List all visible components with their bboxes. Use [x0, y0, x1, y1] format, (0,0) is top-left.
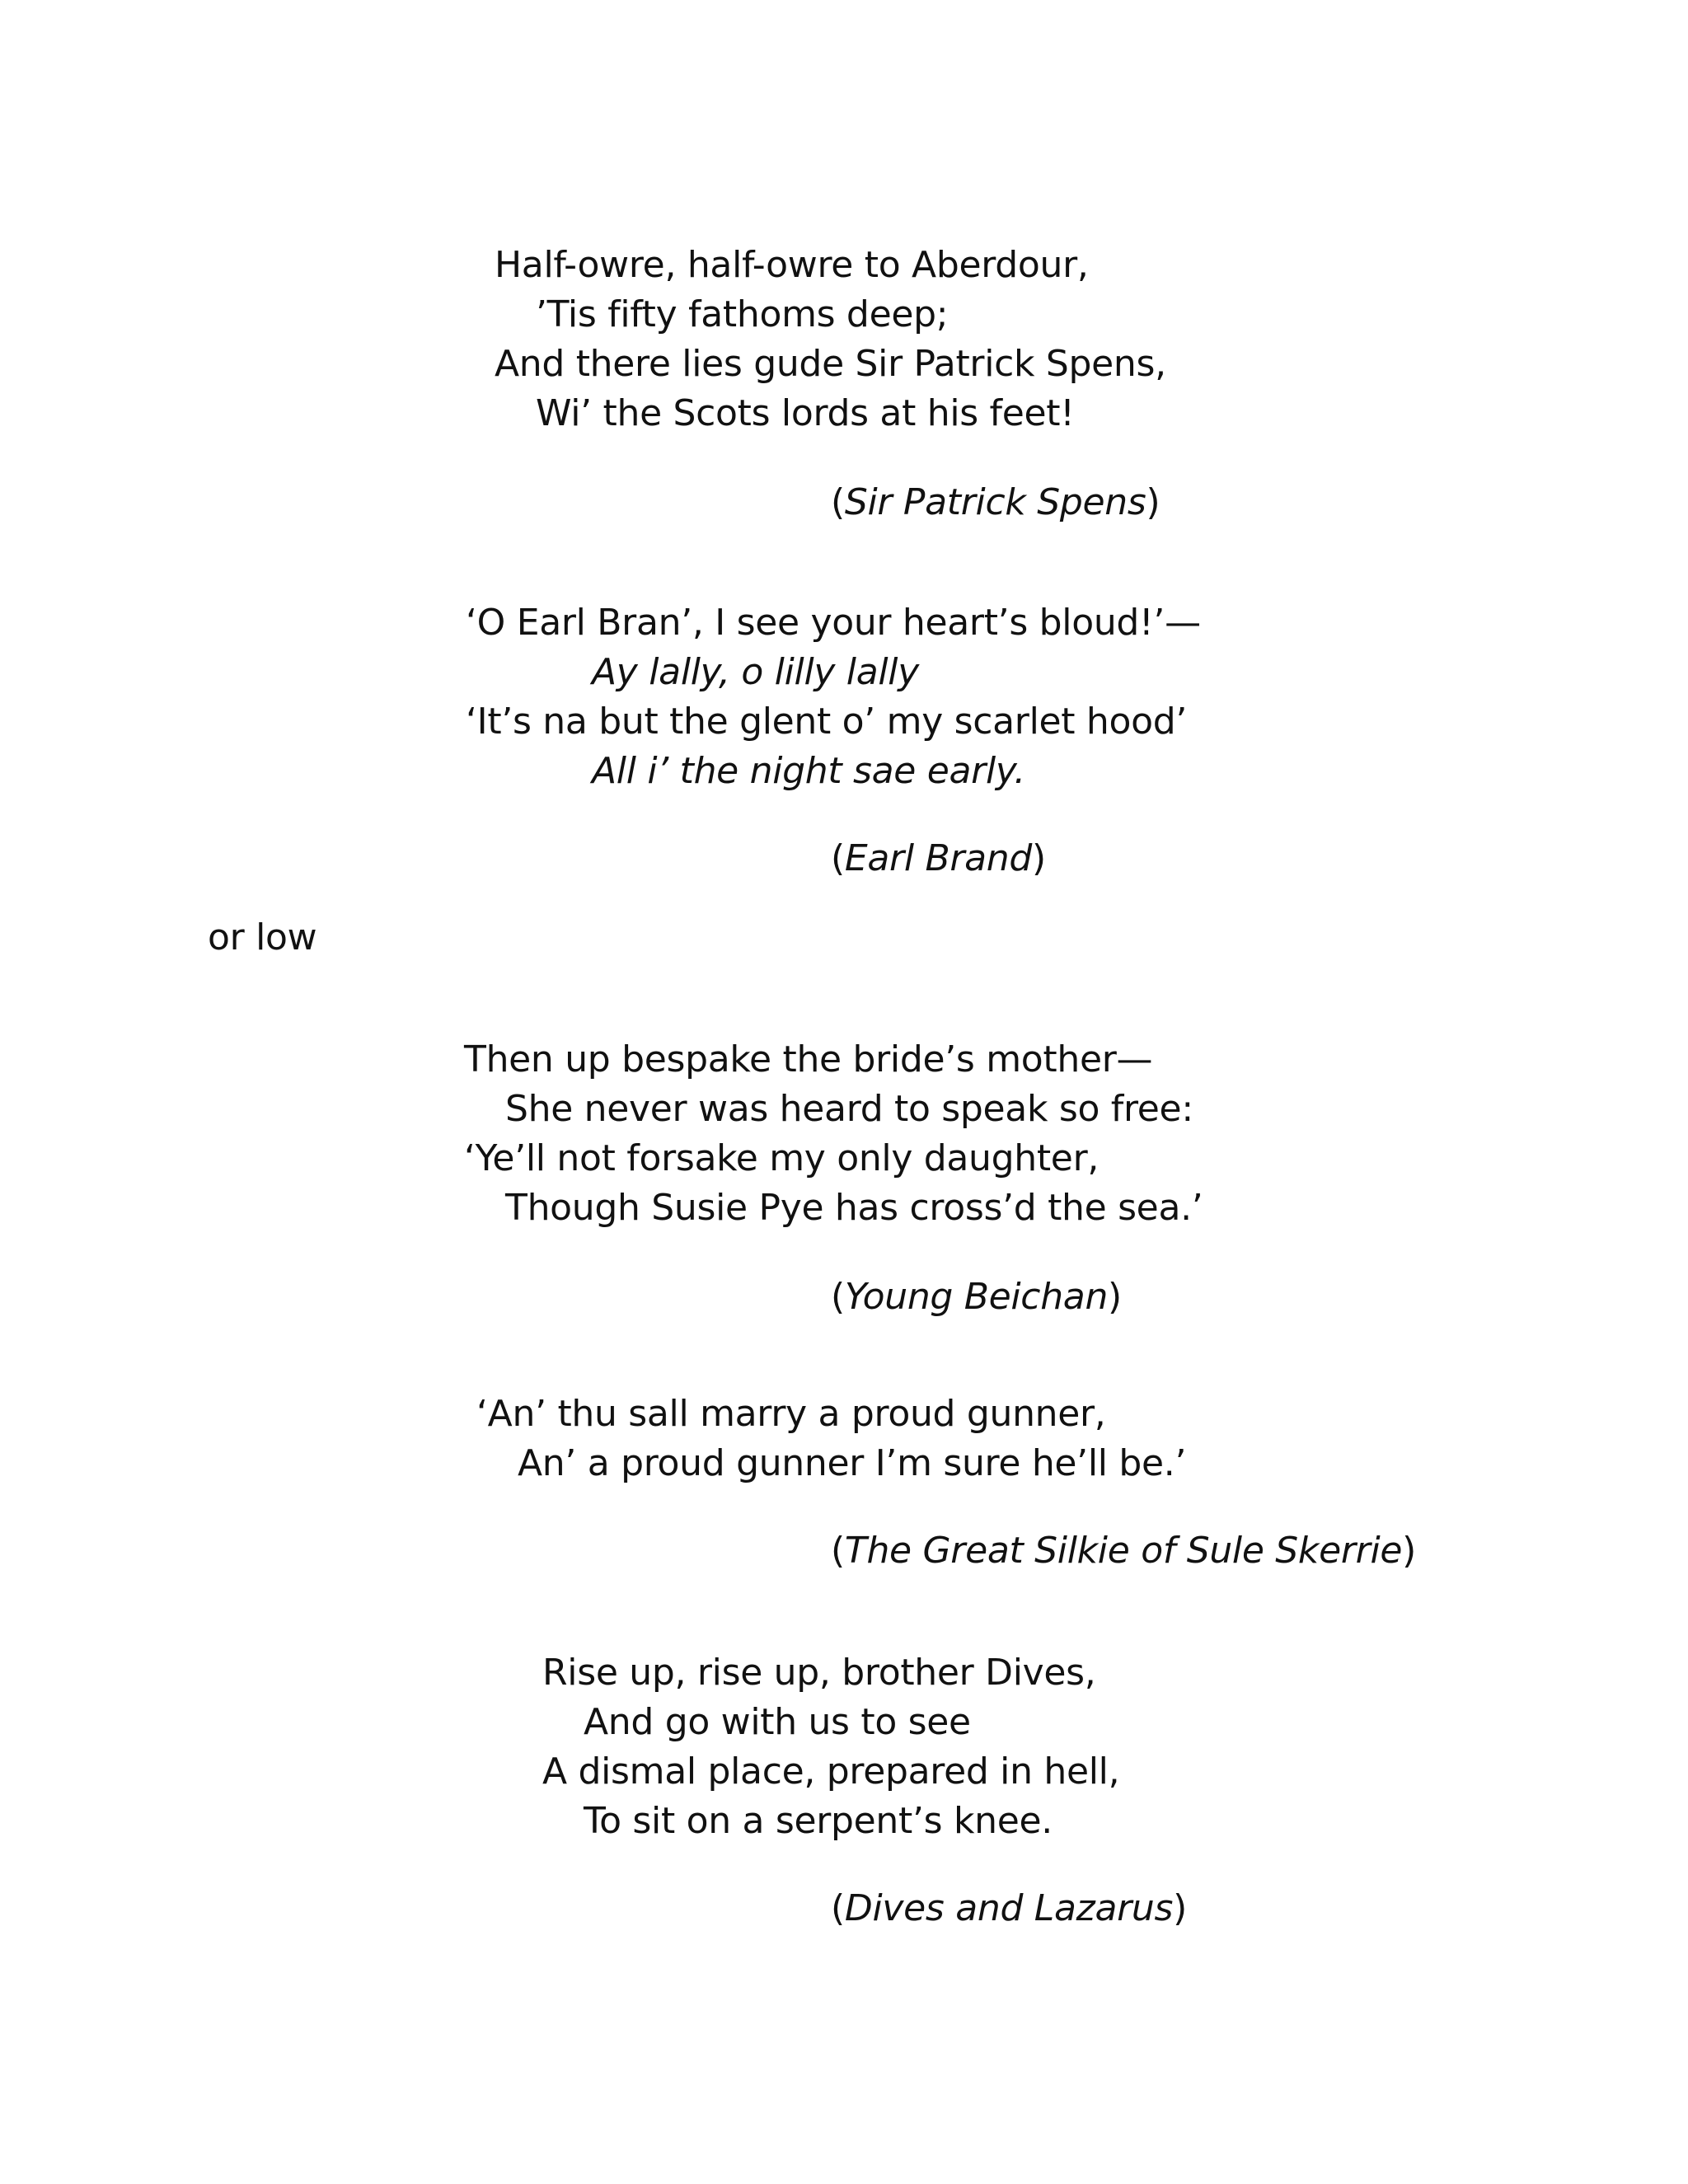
verse-line: ‘O Earl Bran’, I see your heart’s bloud!’— [466, 602, 1201, 644]
source-citation: (Young Beichan) [831, 1276, 1122, 1318]
source-citation: (The Great Silkie of Sule Skerrie) [831, 1530, 1417, 1572]
verse-line: Half-owre, half-owre to Aberdour, [495, 244, 1089, 286]
verse-line: Though Susie Pye has cross’d the sea.’ [505, 1187, 1203, 1229]
verse-line: ‘Ye’ll not forsake my only daughter, [464, 1137, 1100, 1179]
source-citation: (Earl Brand) [831, 837, 1046, 879]
verse-line: And go with us to see [584, 1701, 971, 1743]
verse-line: Rise up, rise up, brother Dives, [542, 1652, 1096, 1694]
verse-line: She never was heard to speak so free: [505, 1088, 1193, 1130]
verse-line: ‘An’ thu sall marry a proud gunner, [476, 1393, 1106, 1435]
source-citation: (Sir Patrick Spens) [831, 481, 1160, 523]
refrain-line: All i’ the night sae early. [592, 750, 1025, 792]
verse-line: ’Tis fifty fathoms deep; [536, 293, 949, 335]
prose-fragment: or low [208, 916, 317, 958]
verse-line: And there lies gude Sir Patrick Spens, [495, 343, 1166, 385]
verse-line: To sit on a serpent’s knee. [584, 1800, 1053, 1842]
verse-line: ‘It’s na but the glent o’ my scarlet hood’ [466, 701, 1188, 743]
verse-line: Then up bespake the bride’s mother— [464, 1038, 1153, 1080]
verse-line: An’ a proud gunner I’m sure he’ll be.’ [518, 1442, 1187, 1484]
source-citation: (Dives and Lazarus) [831, 1887, 1187, 1929]
verse-line: A dismal place, prepared in hell, [542, 1750, 1120, 1793]
verse-line: Wi’ the Scots lords at his feet! [536, 392, 1075, 434]
refrain-line: Ay lally, o lilly lally [592, 651, 919, 693]
